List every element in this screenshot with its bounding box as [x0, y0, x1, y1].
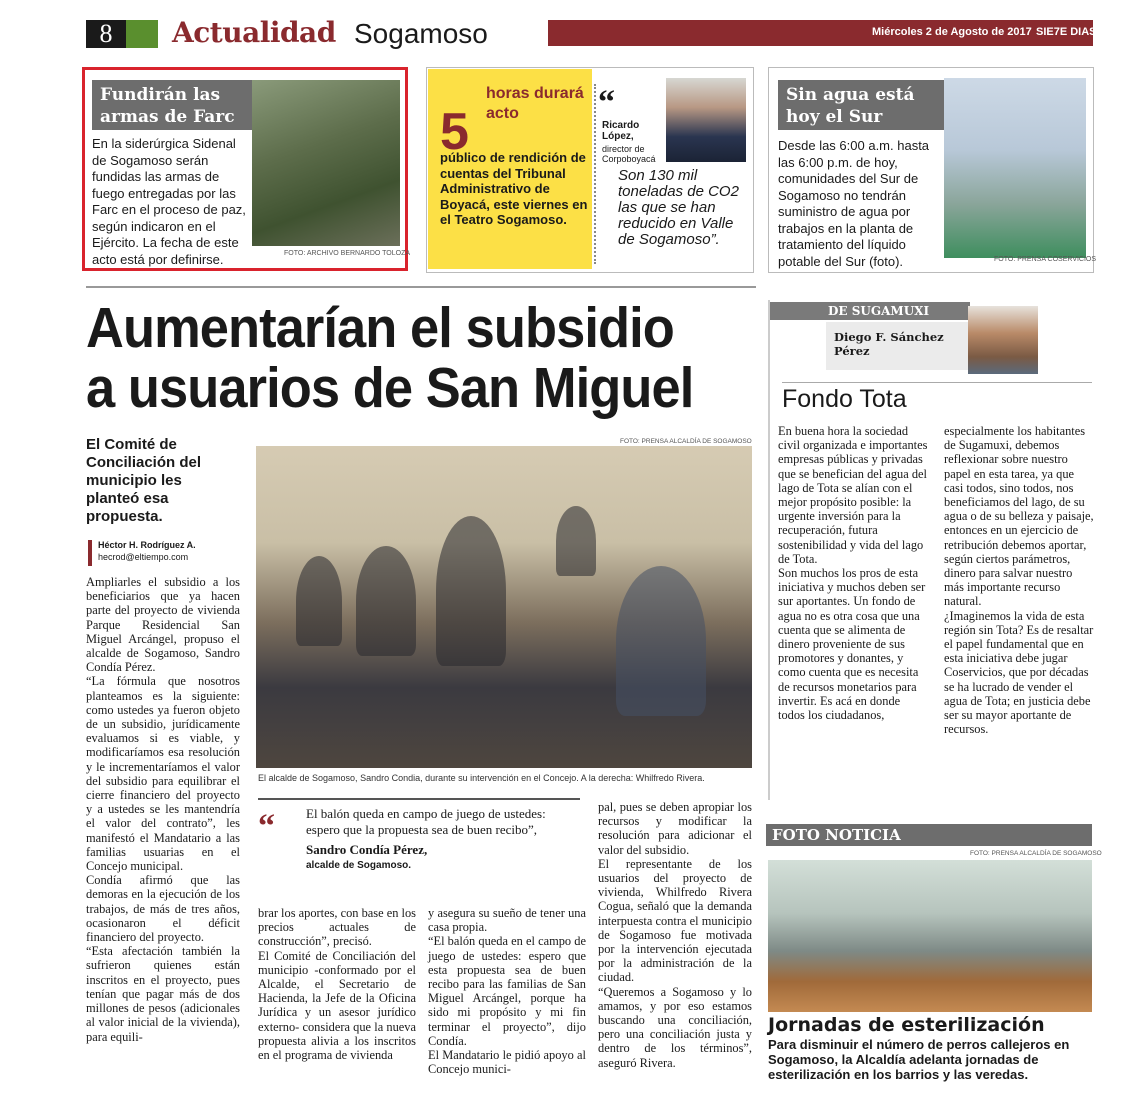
byline-email: hecrod@eltiempo.com: [98, 552, 189, 562]
opinion-tag: DE SUGAMUXI: [770, 302, 970, 320]
article-column-4: pal, pues se deben apropiar los recursos y modificar la resolución para adicionar el valor del subsidio. El representante de los usuarios del proyecto de vivienda, Whilfredo Rivera Cogua, señaló que la demanda interpuesta contra el municipio de Sogamoso fue motivada por la intervención ejecutada por la administración de la ciudad. “Queremos a Sogamoso y lo amamos, y por eso estamos buscando una conciliación, pero una conciliación justa y dentro de los términos”, aseguró Rivera.: [598, 800, 752, 1070]
teaser-hours-body: público de rendición de cuentas del Tribunal Administrativo de Boyacá, este viernes en el Teatro Sogamoso.: [440, 150, 588, 227]
opinion-author-photo: [968, 306, 1038, 374]
article-column-2: brar los aportes, con base en los precios actuales de construcción”, precisó. El Comité de Conciliación del municipio -conformado por el Alcalde, el Secretario de Hacienda, la Jefe de la Oficina Jurídica y un asesor jurídico externo- considera que la nueva propuesta alivia a los inscritos en el programa de vivienda: [258, 906, 416, 1063]
opinion-column-1: En buena hora la sociedad civil organizada e importantes empresas públicas y privadas que se benefician del agua del lago de Tota se alían con el mejor propósito posible: la urgente inversión para la recuperación, futura sostenibilidad y vida del lago de Tota. Son muchos los pros de esta iniciativa y muchos deben ser sur aportantes. Un fondo de agua no es otra cosa que una cuenta que se alimenta de dinero proveniente de sus promotores y donantes, y como cuenta que es necesita de recursos monetarios para invertir. Es acá en donde todos los ciudadanos,: [778, 424, 928, 723]
photo-news-image: [768, 860, 1092, 1012]
pullquote-name: Sandro Condía Pérez,: [306, 842, 428, 857]
teaser-water-text: Desde las 6:00 a.m. hasta las 6:00 p.m. de hoy, comunidades del Sur de Sogamoso no tendrán suministro de agua por trabajos en la planta de tratamiento del líquido potable del Sur (foto).: [778, 138, 930, 269]
page-number: 8: [86, 20, 126, 48]
pullquote-mark-icon: “: [258, 808, 275, 845]
photo-news-text: Para disminuir el número de perros callejeros en Sogamoso, la Alcaldía adelanta jornadas de esterilización en los barrios y las veredas.: [768, 1037, 1070, 1082]
section-title: Actualidad: [172, 16, 336, 49]
teaser-water-photo: [944, 78, 1086, 258]
brand-name: SIE7E DIAS: [1036, 26, 1097, 38]
opinion-rule: [782, 382, 1092, 383]
header-accent: [126, 20, 158, 48]
pullquote-role: alcalde de Sogamoso.: [306, 860, 412, 871]
teaser-divider: [594, 84, 596, 264]
article-column-3: y asegura su sueño de tener una casa propia. “El balón queda en el campo de juego de ustedes: espero que esta propuesta sea de buen recibo para las familias de San Miguel Arcángel, porque ha sido mi propósito y mi fin terminar el proyecto”, dijo Condía. El Mandatario le pidió apoyo al Concejo munici-: [428, 906, 586, 1077]
quote-text: Son 130 mil toneladas de CO2 las que se han reducido en Valle de Sogamoso”.: [618, 167, 739, 248]
section-city: Sogamoso: [354, 18, 488, 49]
quote-mark-icon: “: [598, 84, 615, 121]
main-photo-credit: FOTO: PRENSA ALCALDÍA DE SOGAMOSO: [620, 438, 752, 445]
quote-role: director de Corpoboyacá: [602, 144, 656, 164]
photo-news-tag: FOTO NOTICIA: [772, 826, 901, 844]
photo-news-title: Jornadas de esterilización: [768, 1014, 1045, 1036]
photo-news-credit: FOTO: PRENSA ALCALDÍA DE SOGAMOSO: [970, 850, 1102, 857]
opinion-title: Fondo Tota: [782, 385, 907, 413]
opinion-column-2: especialmente los habitantes de Sugamuxi, debemos reflexionar sobre nuestro papel en esta tarea, ya que casi todos, sino todos, nos beneficiamos del lago, de su agua o de su belleza y paisaje, entonces en un ejercicio de retribución debemos aportar, según ciertos parámetros, dinero para salvar nuestro más importante recurso natural. ¿Imaginemos la vida de esta región sin Tota? Es de resaltar el papel fundamental que en esta iniciativa debe jugar Coservicios, que por décadas se ha lucrado de vender el agua de Tota; en justicia debe ser su mayor aportante de recursos.: [944, 424, 1094, 737]
byline-accent: [88, 540, 92, 566]
teaser-hours-number: 5: [440, 103, 469, 161]
main-deck: El Comité de Conciliación del municipio les planteó esa propuesta.: [86, 436, 202, 525]
section-rule: [86, 286, 756, 288]
teaser-water-credit: FOTO: PRENSA COSERVICIOS: [994, 256, 1097, 263]
byline-author: Héctor H. Rodríguez A.: [98, 540, 196, 550]
quote-name: Ricardo López,: [602, 120, 640, 142]
main-photo-caption: El alcalde de Sogamoso, Sandro Condia, durante su intervención en el Concejo. A la derecha: Whilfredo Rivera.: [258, 773, 705, 783]
teaser-farc-credit: FOTO: ARCHIVO BERNARDO TOLOZA: [284, 250, 411, 257]
teaser-water-title: Sin agua está hoy el Sur: [778, 80, 944, 130]
pullquote-text: El balón queda en campo de juego de ustedes: espero que la propuesta sea de buen recibo”,: [306, 806, 546, 837]
teaser-hours-headline: horas durará acto: [486, 85, 584, 122]
opinion-author: Diego F. Sánchez Pérez: [834, 330, 944, 358]
teaser-farc-photo: [252, 80, 400, 246]
issue-date: Miércoles 2 de Agosto de 2017: [872, 26, 1032, 38]
teaser-farc-title: Fundirán las armas de Farc: [92, 80, 252, 130]
main-headline: Aumentarían el subsidio a usuarios de San Miguel: [86, 296, 694, 420]
article-column-1: Ampliarles el subsidio a los beneficiarios que ya hacen parte del proyecto de vivienda Parque Residencial San Miguel Arcángel, propuso el alcalde de Sogamoso, Sandro Condía Pérez. “La fórmula que nosotros planteamos es la siguiente: como ustedes ya fueron objeto de un subsidio, jurídicamente evaluamos si es viable, y modificaríamos esa resolución y le incrementaríamos el valor del subsidio para equilibrar el cierre financiero del proyecto y a ustedes se les mantendría el valor del contrato”, les manifestó el Mandatario a las familias usuarias en el Concejo municipal. Condía afirmó que las demoras en la ejecución de los trabajos, de más de tres años, ocasionaron el déficit financiero del proyecto. “Esta afectación también la sufrieron quienes están inscritos en el proyecto, pues tenían que pagar más de dos millones de pesos (adicionales al valor inicial de la vivienda), para equili-: [86, 575, 240, 1044]
main-photo: [256, 446, 752, 768]
quote-portrait: [666, 78, 746, 162]
teaser-farc-text: En la siderúrgica Sidenal de Sogamoso serán fundidas las armas de fuego entregadas por las Farc en el proceso de paz, según indicaron en el Ejército. La fecha de este acto está por definirse.: [92, 136, 246, 267]
